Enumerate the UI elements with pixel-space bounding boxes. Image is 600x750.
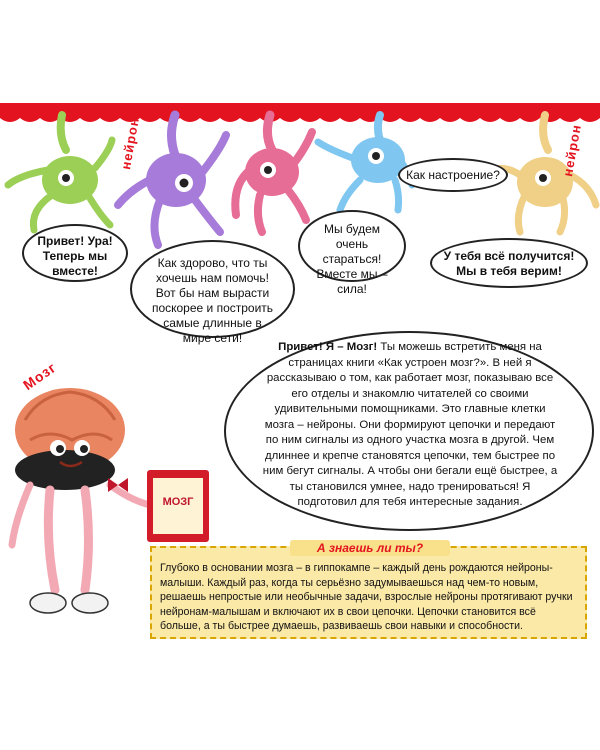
- bubble-green-text: Привет! Ура! Теперь мы вместе!: [37, 234, 113, 278]
- brain-speech-text: [262, 340, 558, 511]
- bubble-green-neuron: [22, 224, 128, 282]
- bubble-yellow-text: У тебя всё получится! Мы в тебя верим!: [443, 249, 575, 278]
- bubble-blue-text: Как настроение?: [406, 168, 500, 182]
- bubble-pink-neuron: [298, 210, 406, 296]
- brain-speech-intro: Привет! Я – Мозг!: [278, 341, 378, 353]
- did-you-know-title: А знаешь ли ты?: [290, 540, 450, 556]
- pink-neuron-illustration: [235, 115, 312, 232]
- book-title: МОЗГ: [162, 496, 194, 508]
- brain-speech-body: Ты можешь встретить меня на страницах книги «Как устроен мозг?». В ней я рассказываю о том, как работает мозг, показываю все его отделы и знакомлю читателей со своими удивительными помощниками. Это главные клетки мозга – нейроны. Они формируют цепочки и передают по ним сигналы из одного участка мозга в другой. Чем длиннее и крепче становятся цепочки, тем быстрее по ним бегут сигналы. А чтобы они бегали ещё быстрее, а ты становился умнее, надо тренироваться! Я подготовил для тебя интересные задания.: [262, 341, 558, 508]
- bubble-blue-neuron: [398, 158, 508, 192]
- neuron-label-left: нейрон: [118, 115, 142, 171]
- did-you-know-text: Глубоко в основании мозга – в гиппокампе – каждый день рождаются нейроны-малыши. Каждый раз, когда ты серьёзно задумываешься над чем-то новым, решаешь непростые или необычные задачи, взрослые нейроны протягивают ручки нейронам-малышам и включают их в свои цепочки. Цепочки становится всё больше, а ты быстрее думаешь, развиваешь свои навыки и способности.: [160, 562, 573, 632]
- bubble-pink-text: Мы будем очень стараться! Вместе мы – сила!: [316, 222, 388, 296]
- bubble-yellow-neuron: [430, 238, 588, 288]
- brain-label: Мозг: [20, 358, 60, 394]
- brain-character-illustration: [12, 388, 150, 613]
- green-neuron-illustration: [8, 115, 112, 230]
- bubble-purple-neuron: [130, 240, 295, 345]
- neuron-label-right: нейрон: [560, 122, 584, 178]
- blue-neuron-illustration: [318, 115, 412, 210]
- bubble-purple-text: Как здорово, что ты хочешь нам помочь! Вот бы нам вырасти поскорее и построить самые длинные в мире сети!: [151, 256, 274, 345]
